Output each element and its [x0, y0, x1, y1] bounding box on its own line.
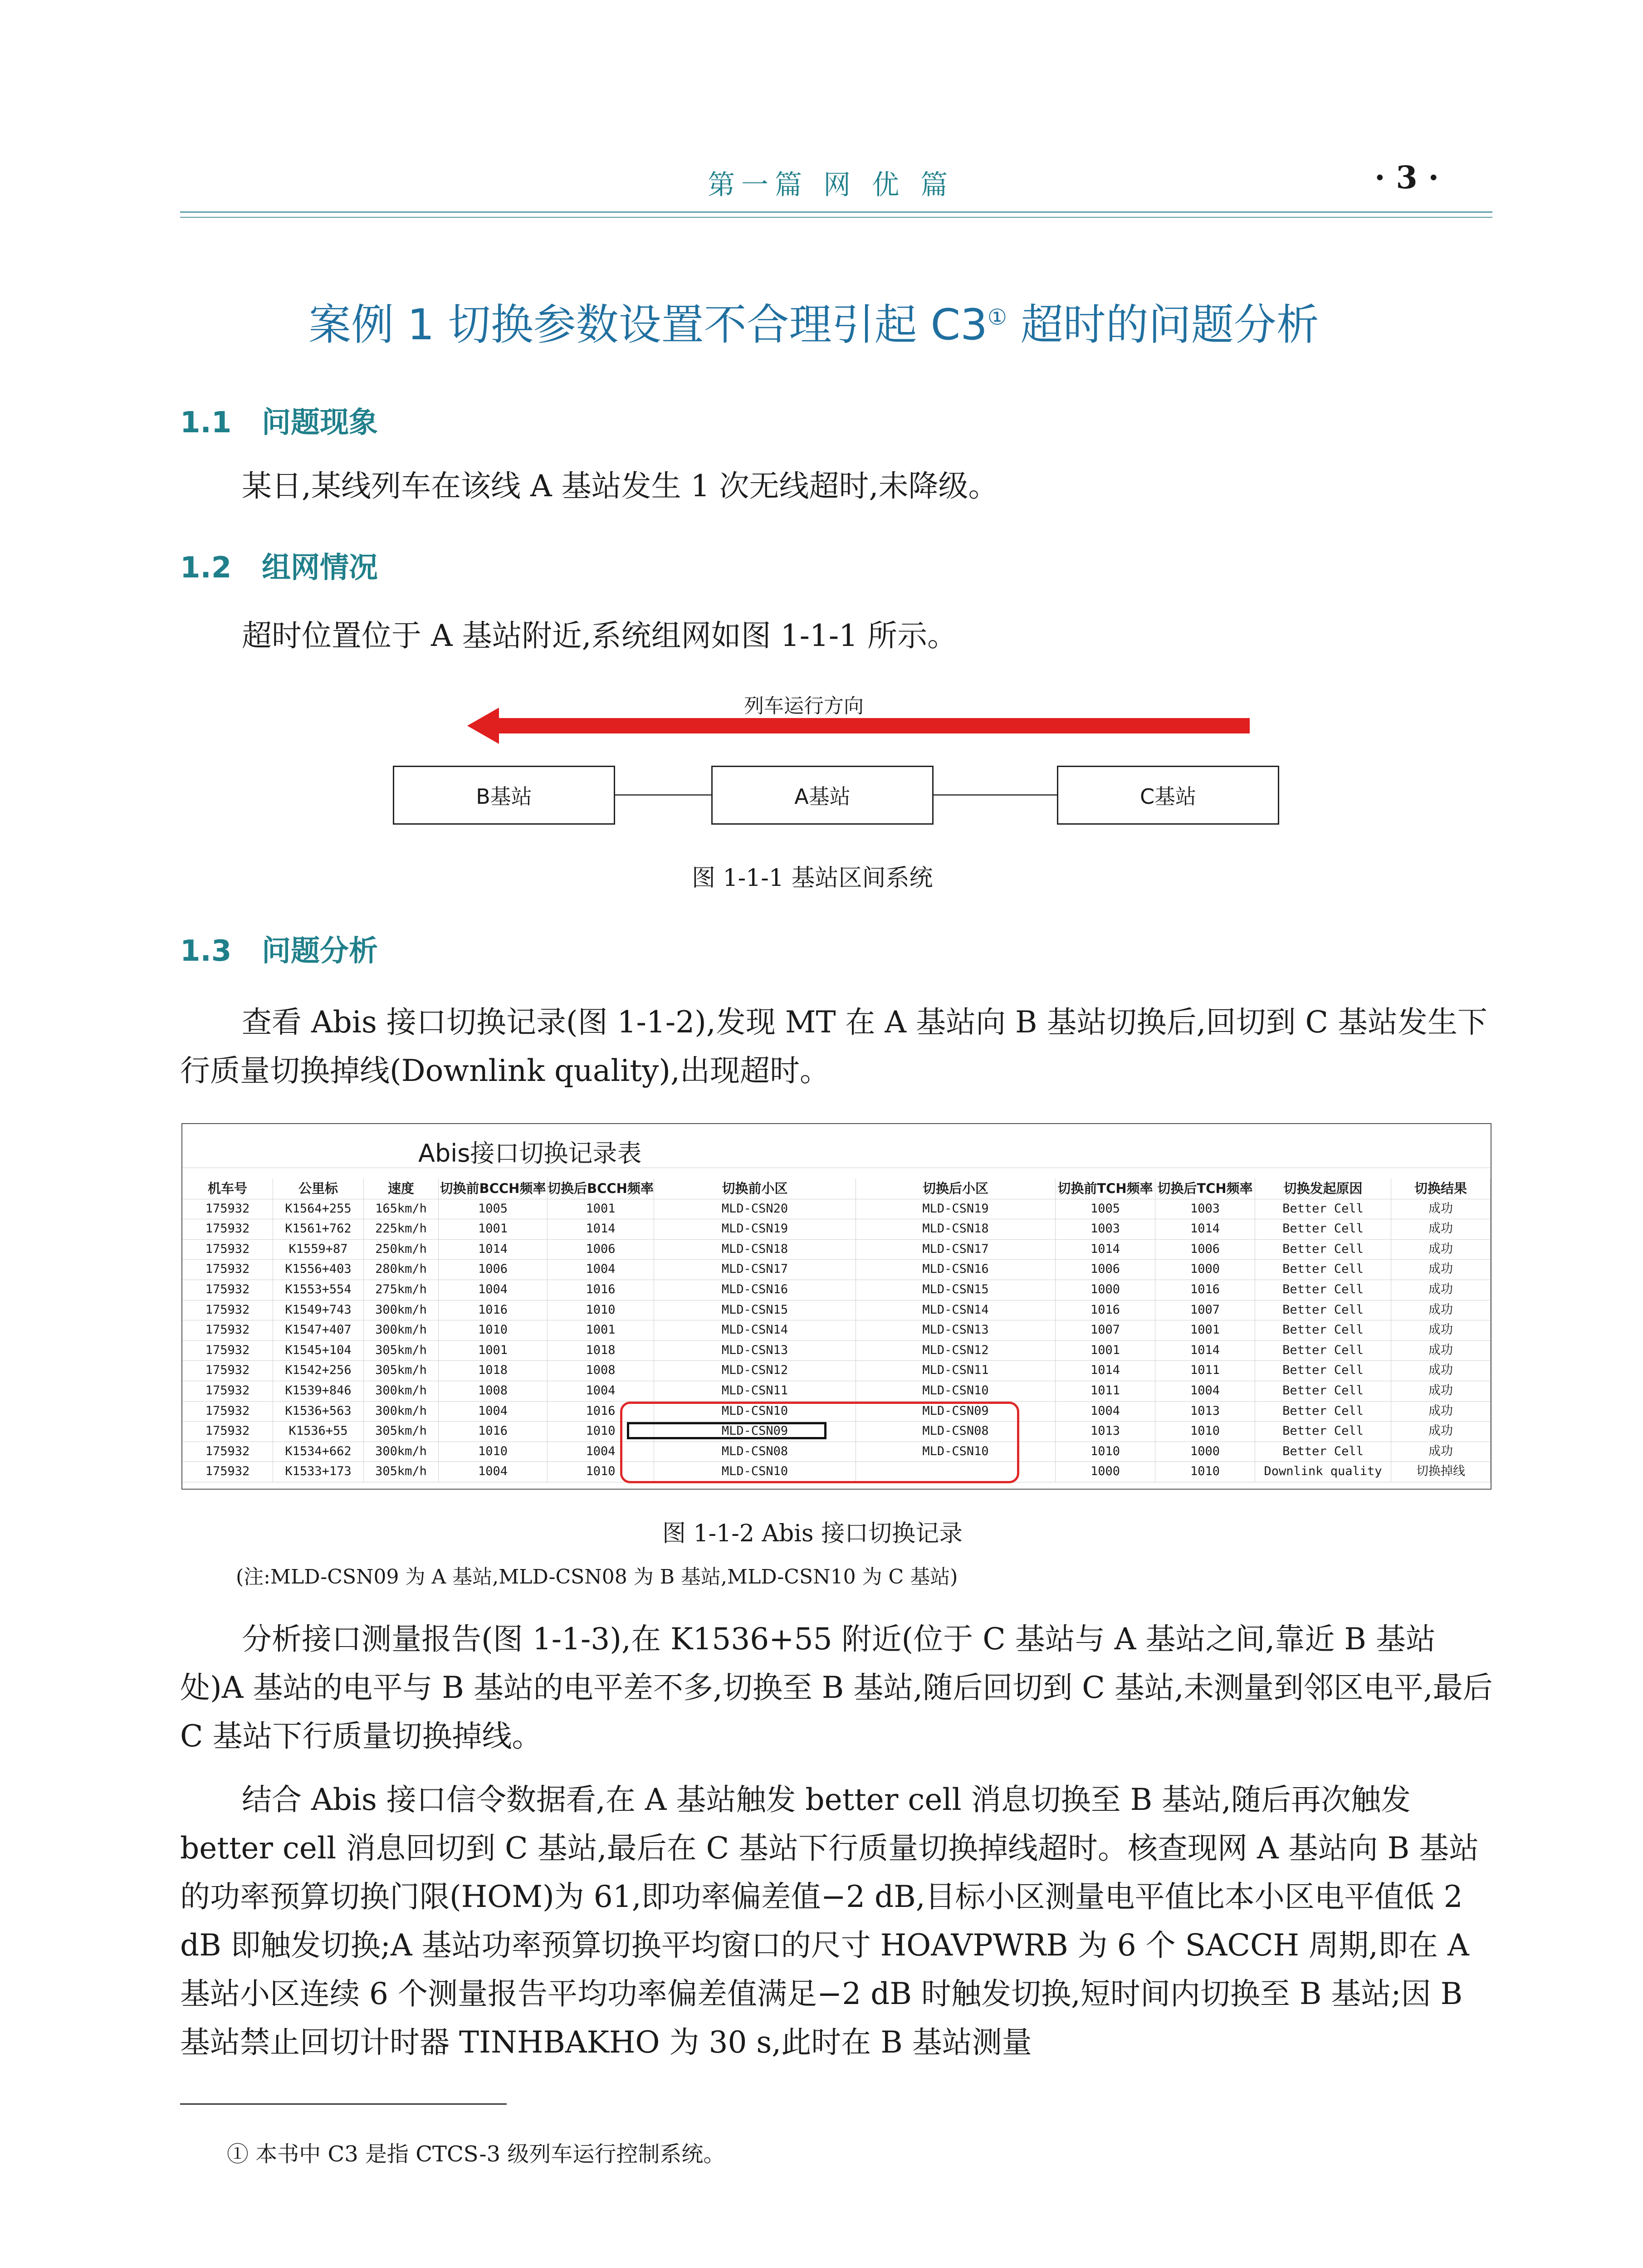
table-cell: Better Cell: [1255, 1239, 1391, 1260]
table-cell: 1004: [548, 1442, 654, 1462]
table-cell: 1016: [548, 1401, 654, 1422]
table-cell: Better Cell: [1255, 1320, 1391, 1340]
table-cell: MLD-CSN09: [654, 1421, 856, 1442]
table-cell: Better Cell: [1255, 1381, 1391, 1401]
table-cell: 175932: [182, 1461, 273, 1482]
column-header: 切换后TCH频率: [1155, 1178, 1255, 1199]
table-row: [182, 1239, 1491, 1260]
table-cell: MLD-CSN16: [654, 1280, 856, 1300]
table-cell: 切换掉线: [1391, 1461, 1491, 1482]
column-header: 速度: [364, 1178, 439, 1199]
table-cell: 175932: [182, 1340, 273, 1361]
footnote-mark: ①: [987, 304, 1007, 330]
column-header: 切换前TCH频率: [1056, 1178, 1155, 1199]
table-cell: 1014: [548, 1219, 654, 1239]
table-cell: Better Cell: [1255, 1442, 1391, 1462]
table-cell: MLD-CSN08: [654, 1442, 856, 1462]
table-cell: MLD-CSN18: [856, 1219, 1056, 1239]
column-header: 切换前小区: [654, 1178, 856, 1199]
station-box-c: C基站: [1057, 766, 1279, 825]
table-cell: 225km/h: [364, 1219, 439, 1239]
table-cell: 300km/h: [364, 1442, 439, 1462]
table-cell: K1549+743: [273, 1300, 364, 1320]
table-cell: 1011: [1056, 1381, 1155, 1401]
table-cell: 1010: [1155, 1461, 1255, 1482]
table-header-row: [182, 1178, 1491, 1199]
table-cell: 175932: [182, 1219, 273, 1239]
section-title: 问题现象: [262, 406, 378, 440]
table-cell: 成功: [1391, 1300, 1491, 1320]
table-cell: 1018: [439, 1360, 548, 1381]
table-cell: 1004: [1155, 1381, 1255, 1401]
table-cell: 305km/h: [364, 1340, 439, 1361]
table-cell: MLD-CSN14: [654, 1320, 856, 1340]
table-cell: MLD-CSN10: [856, 1381, 1056, 1401]
table-cell: 175932: [182, 1280, 273, 1300]
abis-handover-table: [181, 1123, 1491, 1490]
table-cell: 300km/h: [364, 1300, 439, 1320]
table-cell: 1014: [1155, 1340, 1255, 1361]
table-cell: 300km/h: [364, 1401, 439, 1422]
table-cell: 成功: [1391, 1401, 1491, 1422]
table-cell: MLD-CSN18: [654, 1239, 856, 1260]
table-cell: 175932: [182, 1300, 273, 1320]
table-cell: 250km/h: [364, 1239, 439, 1260]
section-number: 1.3: [180, 934, 232, 968]
paragraph: 超时位置位于 A 基站附近,系统组网如图 1-1-1 所示。: [242, 618, 958, 653]
table-cell: 305km/h: [364, 1360, 439, 1381]
table-cell: 300km/h: [364, 1381, 439, 1401]
table-cell: 1005: [439, 1199, 548, 1219]
table-cell: MLD-CSN17: [654, 1259, 856, 1280]
table-cell: K1539+846: [273, 1381, 364, 1401]
case-title-tail: 超时的问题分析: [1007, 300, 1319, 350]
running-header-title: 第一篇 网 优 篇: [708, 169, 954, 201]
connector-line: [615, 794, 711, 796]
table-cell: 1004: [548, 1259, 654, 1280]
table-cell: 1016: [439, 1300, 548, 1320]
table-cell: Downlink quality: [1255, 1461, 1391, 1482]
table-cell: 1000: [1056, 1461, 1155, 1482]
table-cell: 305km/h: [364, 1461, 439, 1482]
table-cell: 成功: [1391, 1219, 1491, 1239]
table-row: [182, 1360, 1491, 1381]
table-cell: 1000: [1155, 1259, 1255, 1280]
table-cell: 成功: [1391, 1239, 1491, 1260]
table-cell: K1553+554: [273, 1280, 364, 1300]
table-cell: MLD-CSN17: [856, 1239, 1056, 1260]
table-row: [182, 1340, 1491, 1361]
table-cell: 275km/h: [364, 1280, 439, 1300]
figure-caption: 图 1-1-1 基站区间系统: [692, 865, 933, 892]
table-cell: Better Cell: [1255, 1421, 1391, 1442]
table-cell: 1016: [1155, 1280, 1255, 1300]
table-cell: MLD-CSN13: [856, 1320, 1056, 1340]
table-cell: 1007: [1056, 1320, 1155, 1340]
table-cell: 1000: [1155, 1442, 1255, 1462]
table-cell: 1014: [1056, 1360, 1155, 1381]
table-cell: 165km/h: [364, 1199, 439, 1219]
table-cell: 1010: [439, 1320, 548, 1340]
figure-caption: 图 1-1-2 Abis 接口切换记录: [662, 1520, 963, 1547]
table-cell: 175932: [182, 1320, 273, 1340]
table-cell: 175932: [182, 1239, 273, 1260]
table-cell: 成功: [1391, 1360, 1491, 1381]
paragraph: 结合 Abis 接口信令数据看,在 A 基站触发 better cell 消息切换至 B 基站,随后再次触发 better cell 消息回切到 C 基站,最后在 C 基站下行质量切换掉线超时。核查现网 A 基站向 B 基站的功率预算切换门限(HOM)为 61,即功率偏差值−2 dB,目标小区测量电平值比本小区电平值低 2 dB 即触发切换;A 基站功率预算切换平均窗口的尺寸 HOAVPWRB 为 6 个 SACCH 周期,即在 A 基站小区连续 6 个测量报告平均功率偏差值满足−2 dB 时触发切换,短时间内切换至 B 基站;因 B 基站禁止回切计时器 TINHBAKHO 为 30 s,此时在 B 基站测量: [180, 1782, 1479, 2060]
table-cell: MLD-CSN14: [856, 1300, 1056, 1320]
table-cell: 成功: [1391, 1280, 1491, 1300]
table-row: [182, 1280, 1491, 1300]
table-cell: MLD-CSN19: [654, 1219, 856, 1239]
table-cell: K1536+563: [273, 1401, 364, 1422]
table-cell: MLD-CSN16: [856, 1259, 1056, 1280]
table-cell: Better Cell: [1255, 1199, 1391, 1219]
case-title: [308, 290, 1319, 352]
footnote-rule: [180, 2103, 507, 2105]
column-header: 切换结果: [1391, 1178, 1491, 1199]
highlight-box: [620, 1402, 1019, 1483]
table-cell: K1533+173: [273, 1461, 364, 1482]
table-cell: Better Cell: [1255, 1340, 1391, 1361]
paragraph: 查看 Abis 接口切换记录(图 1-1-2),发现 MT 在 A 基站向 B 基站切换后,回切到 C 基站发生下行质量切换掉线(Downlink quality),出现超时。: [180, 1005, 1487, 1088]
table-cell: 1001: [548, 1320, 654, 1340]
table-cell: 1003: [1155, 1199, 1255, 1219]
table-cell: 1004: [439, 1461, 548, 1482]
table-cell: K1556+403: [273, 1259, 364, 1280]
table-row: [182, 1259, 1491, 1280]
table-row: [182, 1300, 1491, 1321]
table-cell: 1006: [1056, 1259, 1155, 1280]
table-cell: MLD-CSN20: [654, 1199, 856, 1219]
section-title: 问题分析: [262, 934, 378, 968]
table-cell: 175932: [182, 1421, 273, 1442]
table-cell: 1010: [548, 1461, 654, 1482]
arrow-label: 列车运行方向: [744, 694, 864, 718]
table-cell: 成功: [1391, 1421, 1491, 1442]
table-cell: 280km/h: [364, 1259, 439, 1280]
table-cell: K1534+662: [273, 1442, 364, 1462]
table-cell: 1016: [548, 1280, 654, 1300]
table-cell: 成功: [1391, 1259, 1491, 1280]
column-header: 切换发起原因: [1255, 1178, 1391, 1199]
column-header: 切换后BCCH频率: [548, 1178, 654, 1199]
table-cell: 175932: [182, 1259, 273, 1280]
table-cell: 1001: [548, 1199, 654, 1219]
selected-cell-outline: [627, 1422, 826, 1439]
table-cell: Better Cell: [1255, 1401, 1391, 1422]
table-cell: 1010: [548, 1300, 654, 1320]
table-cell: 1011: [1155, 1360, 1255, 1381]
table-cell: MLD-CSN12: [856, 1340, 1056, 1361]
table-cell: 1006: [439, 1259, 548, 1280]
table-cell: MLD-CSN09: [856, 1401, 1056, 1422]
table-cell: Better Cell: [1255, 1280, 1391, 1300]
table-cell: K1545+104: [273, 1340, 364, 1361]
table-cell: 1016: [1056, 1300, 1155, 1320]
table-cell: Better Cell: [1255, 1360, 1391, 1381]
table-cell: 1005: [1056, 1199, 1155, 1219]
table-cell: K1564+255: [273, 1199, 364, 1219]
table-cell: 1004: [1056, 1401, 1155, 1422]
table-cell: 成功: [1391, 1340, 1491, 1361]
table-cell: MLD-CSN15: [856, 1280, 1056, 1300]
table-cell: 1008: [548, 1360, 654, 1381]
column-header: 切换前BCCH频率: [439, 1178, 548, 1199]
station-box-b: B基站: [393, 766, 615, 825]
header-rule: [180, 211, 1492, 213]
section-number: 1.1: [180, 406, 232, 440]
connector-line: [934, 794, 1057, 796]
table-title: Abis接口切换记录表: [418, 1139, 642, 1168]
page-number: · 3 ·: [1374, 160, 1439, 196]
table-cell: 175932: [182, 1442, 273, 1462]
table-cell: 1008: [439, 1381, 548, 1401]
table-row: [182, 1381, 1491, 1402]
table-cell: 175932: [182, 1381, 273, 1401]
table-cell: 175932: [182, 1360, 273, 1381]
table-cell: 1010: [1056, 1442, 1155, 1462]
table-cell: K1561+762: [273, 1219, 364, 1239]
table-cell: K1536+55: [273, 1421, 364, 1442]
table-row: [182, 1320, 1491, 1341]
table-cell: 1014: [1155, 1219, 1255, 1239]
table-cell: 1013: [1056, 1421, 1155, 1442]
table-cell: 1013: [1155, 1401, 1255, 1422]
column-header: 机车号: [182, 1178, 273, 1199]
table-cell: 1006: [1155, 1239, 1255, 1260]
column-header: 切换后小区: [856, 1178, 1056, 1199]
station-box-a: A基站: [711, 766, 934, 825]
table-cell: Better Cell: [1255, 1219, 1391, 1239]
table-cell: 1018: [548, 1340, 654, 1361]
table-row: [182, 1199, 1491, 1220]
table-row: [182, 1219, 1491, 1240]
table-cell: 1004: [439, 1401, 548, 1422]
direction-arrow-shaft: [492, 718, 1250, 733]
table-cell: MLD-CSN08: [856, 1421, 1056, 1442]
table-cell: 1001: [1056, 1340, 1155, 1361]
table-cell: 1004: [439, 1280, 548, 1300]
table-cell: 1010: [548, 1421, 654, 1442]
table-cell: MLD-CSN11: [654, 1381, 856, 1401]
table-cell: MLD-CSN15: [654, 1300, 856, 1320]
table-cell: 1003: [1056, 1219, 1155, 1239]
table-cell: Better Cell: [1255, 1259, 1391, 1280]
table-cell: 175932: [182, 1401, 273, 1422]
table-cell: MLD-CSN10: [654, 1401, 856, 1422]
table-cell: 1001: [1155, 1320, 1255, 1340]
table-cell: 成功: [1391, 1199, 1491, 1219]
header-rule-thin: [180, 217, 1492, 218]
table-cell: 175932: [182, 1199, 273, 1219]
case-title-main: 案例 1 切换参数设置不合理引起 C3: [308, 300, 988, 350]
table-cell: K1542+256: [273, 1360, 364, 1381]
table-cell: 305km/h: [364, 1421, 439, 1442]
table-cell: 1016: [439, 1421, 548, 1442]
table-cell: 成功: [1391, 1381, 1491, 1401]
table-cell: 1010: [1155, 1421, 1255, 1442]
table-cell: 1004: [548, 1381, 654, 1401]
section-heading-1-2: [180, 544, 378, 586]
table-cell: Better Cell: [1255, 1300, 1391, 1320]
table-cell: 1001: [439, 1219, 548, 1239]
table-cell: MLD-CSN10: [654, 1461, 856, 1482]
section-heading-1-1: [180, 399, 378, 441]
table-cell: MLD-CSN19: [856, 1199, 1056, 1219]
table-cell: 1007: [1155, 1300, 1255, 1320]
column-header: 公里标: [273, 1178, 364, 1199]
section-heading-1-3: [180, 928, 378, 969]
table-cell: 1014: [1056, 1239, 1155, 1260]
table-cell: MLD-CSN12: [654, 1360, 856, 1381]
section-title: 组网情况: [262, 551, 378, 585]
table-cell: 成功: [1391, 1442, 1491, 1462]
table-cell: 1010: [439, 1442, 548, 1462]
table-cell: 1014: [439, 1239, 548, 1260]
table-cell: 1000: [1056, 1280, 1155, 1300]
table-cell: K1559+87: [273, 1239, 364, 1260]
table-cell: MLD-CSN11: [856, 1360, 1056, 1381]
footnote: ① 本书中 C3 是指 CTCS-3 级列车运行控制系统。: [227, 2141, 725, 2167]
section-number: 1.2: [180, 551, 232, 585]
table-cell: 1006: [548, 1239, 654, 1260]
table-cell: K1547+407: [273, 1320, 364, 1340]
table-note: (注:MLD-CSN09 为 A 基站,MLD-CSN08 为 B 基站,MLD-CSN10 为 C 基站): [236, 1565, 958, 1589]
table-cell: 成功: [1391, 1320, 1491, 1340]
table-cell: MLD-CSN10: [856, 1442, 1056, 1462]
paragraph: 分析接口测量报告(图 1-1-3),在 K1536+55 附近(位于 C 基站与 A 基站之间,靠近 B 基站处)A 基站的电平与 B 基站的电平差不多,切换至 B 基站,随后回切到 C 基站,未测量到邻区电平,最后 C 基站下行质量切换掉线。: [180, 1622, 1493, 1754]
paragraph: 某日,某线列车在该线 A 基站发生 1 次无线超时,未降级。: [242, 469, 998, 503]
table-cell: 1001: [439, 1340, 548, 1361]
table-cell: 300km/h: [364, 1320, 439, 1340]
table-cell: MLD-CSN13: [654, 1340, 856, 1361]
